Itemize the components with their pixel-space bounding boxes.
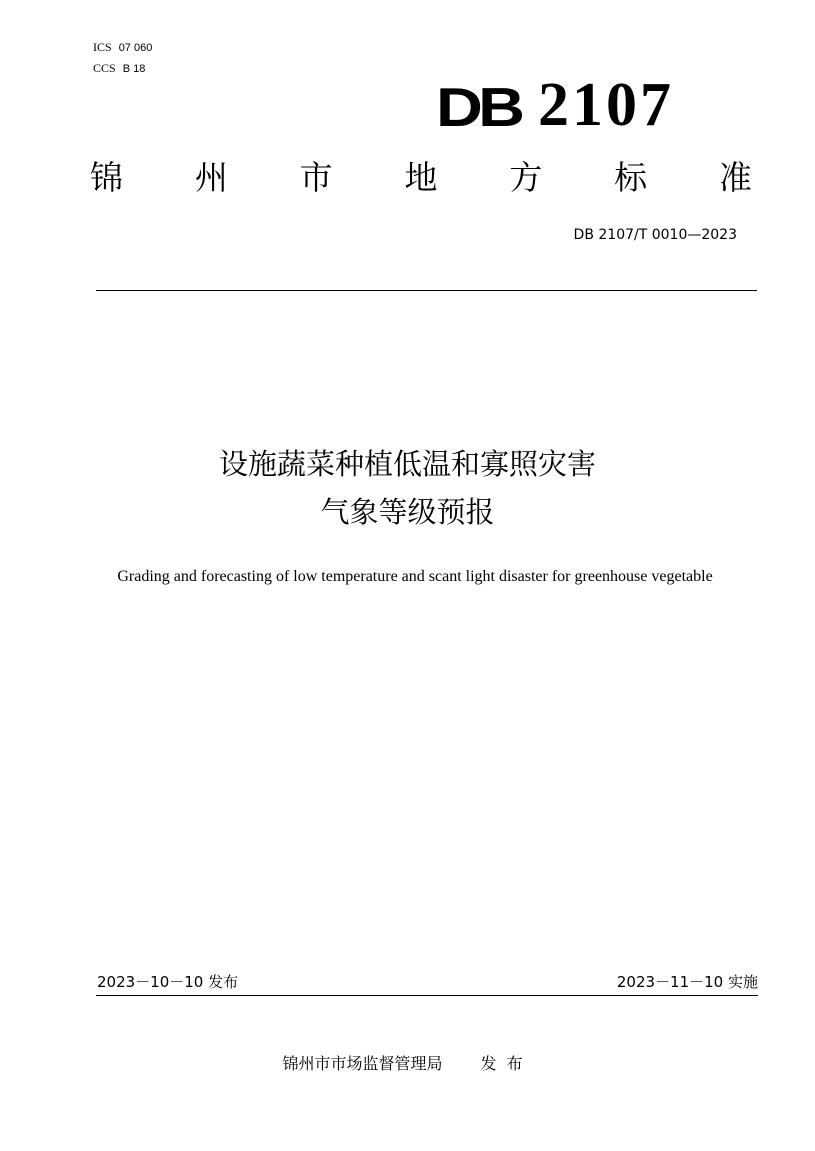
standard-type-char: 地 [404,158,438,197]
ccs-code [93,61,145,76]
title-cn-line2: 气象等级预报 [320,495,495,529]
ccs-label: CCS [93,61,116,75]
release-label: 发布 [480,1054,533,1073]
standard-type-char: 准 [718,158,752,197]
db-number: 2107 [538,71,674,139]
standard-type-char: 市 [299,158,333,197]
issuer-name: 锦州市市场监督管理局 [282,1054,443,1073]
issuer-line [0,1053,815,1075]
ics-code [93,40,152,55]
header-divider [96,290,757,291]
title-en: Grading and forecasting of low temperature and scant light disaster for greenhouse vegetable [117,568,713,585]
standard-type-char: 锦 [90,158,123,197]
ics-value: 07 060 [118,42,153,54]
standard-type-char: 标 [614,158,648,197]
date-divider [96,995,758,996]
publish-date: 2023－10－10 发布 [97,973,239,991]
db-code-mark [436,71,706,139]
title-cn-line1: 设施蔬菜种植低温和寡照灾害 [218,447,596,481]
ics-label: ICS [93,40,112,54]
standard-type-char: 州 [194,158,228,197]
standard-number: DB 2107/T 0010—2023 [573,227,737,243]
implement-date: 2023－11－10 实施 [616,973,758,991]
standard-type-char: 方 [509,158,543,197]
ccs-value: B 18 [122,63,146,75]
db-letters: DB [436,76,521,138]
standard-type [90,158,752,198]
